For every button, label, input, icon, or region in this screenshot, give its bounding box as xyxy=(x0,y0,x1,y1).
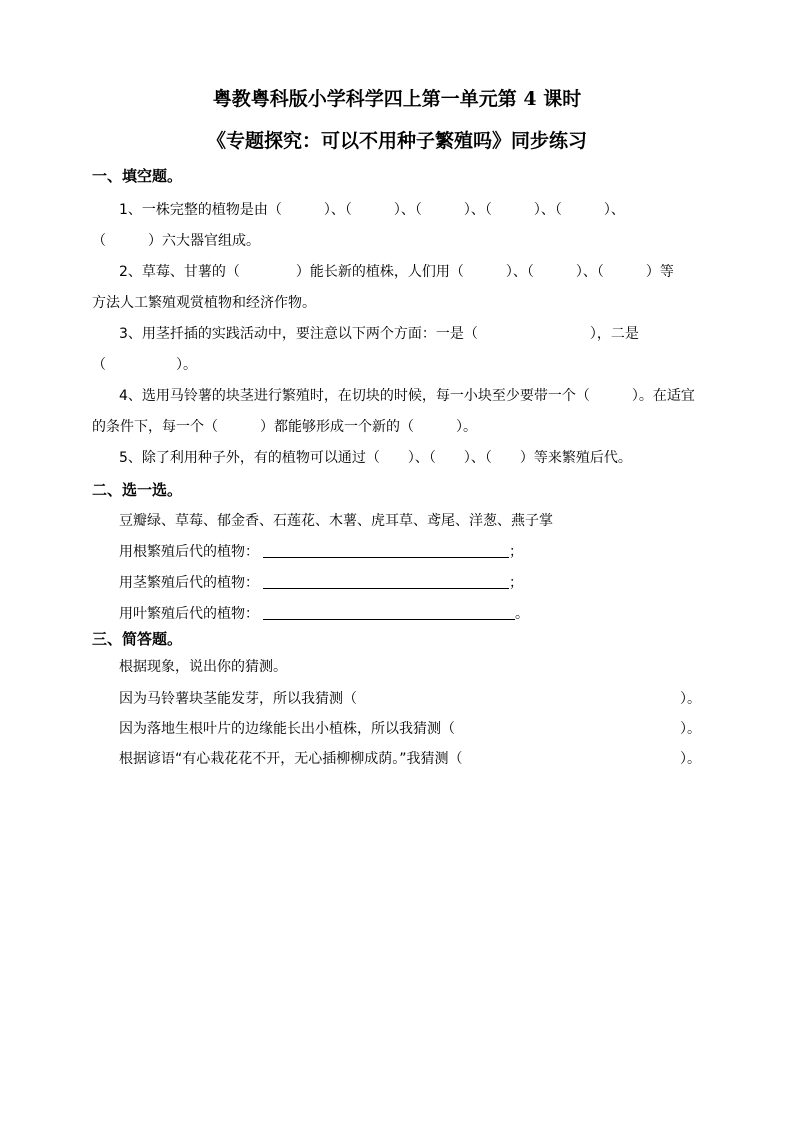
root-end-punct: ； xyxy=(509,544,523,560)
leaf-end-punct: 。 xyxy=(515,606,529,622)
q3-line1: 3、用茎扦插的实践活动中，要注意以下两个方面：一是（ ），二是 xyxy=(119,326,639,342)
section-3-heading: 三、简答题。 xyxy=(92,630,183,648)
worksheet-title: 粤教粤科版小学科学四上第一单元第 4 课时 xyxy=(212,88,582,110)
stem-end-punct: ； xyxy=(509,575,523,591)
stem-answer-row xyxy=(119,572,523,592)
q1-line2: （ ）六大器官组成。 xyxy=(92,233,260,249)
q2-line2: 方法人工繁殖观赏植物和经济作物。 xyxy=(92,295,316,311)
guess-1-text: 因为马铃薯块茎能发芽，所以我猜测（ xyxy=(119,691,357,707)
leaf-answer-row xyxy=(119,603,529,623)
root-answer-blank[interactable] xyxy=(263,543,509,558)
leaf-label: 用叶繁殖后代的植物： xyxy=(119,606,259,622)
section-3-intro: 根据现象，说出你的猜测。 xyxy=(119,659,287,675)
section-2-heading: 二、选一选。 xyxy=(92,481,183,499)
leaf-answer-blank[interactable] xyxy=(263,605,515,620)
q4-line1: 4、选用马铃薯的块茎进行繁殖时，在切块的时候，每一小块至少要带一个（ ）。在适宜 xyxy=(119,388,695,404)
stem-answer-blank[interactable] xyxy=(263,574,509,589)
q3-line2: （ ）。 xyxy=(92,357,197,373)
guess-2-text: 因为落地生根叶片的边缘能长出小植株，所以我猜测（ xyxy=(119,721,455,737)
plant-list: 豆瓣绿、草莓、郁金香、石莲花、木薯、虎耳草、鸢尾、洋葱、燕子掌 xyxy=(119,513,553,529)
stem-label: 用茎繁殖后代的植物： xyxy=(119,575,259,591)
q4-line2: 的条件下，每一个（ ）都能够形成一个新的（ ）。 xyxy=(92,419,477,435)
q5-line1: 5、除了利用种子外，有的植物可以通过（ ）、（ ）、（ ）等来繁殖后代。 xyxy=(119,450,632,466)
section-1-heading: 一、填空题。 xyxy=(92,167,183,185)
worksheet-subtitle: 《专题探究：可以不用种子繁殖吗》同步练习 xyxy=(206,130,587,152)
guess-3-text: 根据谚语“有心栽花花不开，无心插柳柳成荫。”我猜测（ xyxy=(119,751,463,767)
guess-1-close: ）。 xyxy=(680,691,701,707)
root-answer-row xyxy=(119,541,523,561)
q1-line1: 1、一株完整的植物是由（ ）、（ ）、（ ）、（ ）、（ ）、 xyxy=(119,202,625,218)
q2-line1: 2、草莓、甘薯的（ ）能长新的植株，人们用（ ）、（ ）、（ ）等 xyxy=(119,264,674,280)
guess-2-close: ）。 xyxy=(680,721,701,737)
guess-3-close: ）。 xyxy=(680,751,701,767)
root-label: 用根繁殖后代的植物： xyxy=(119,544,259,560)
